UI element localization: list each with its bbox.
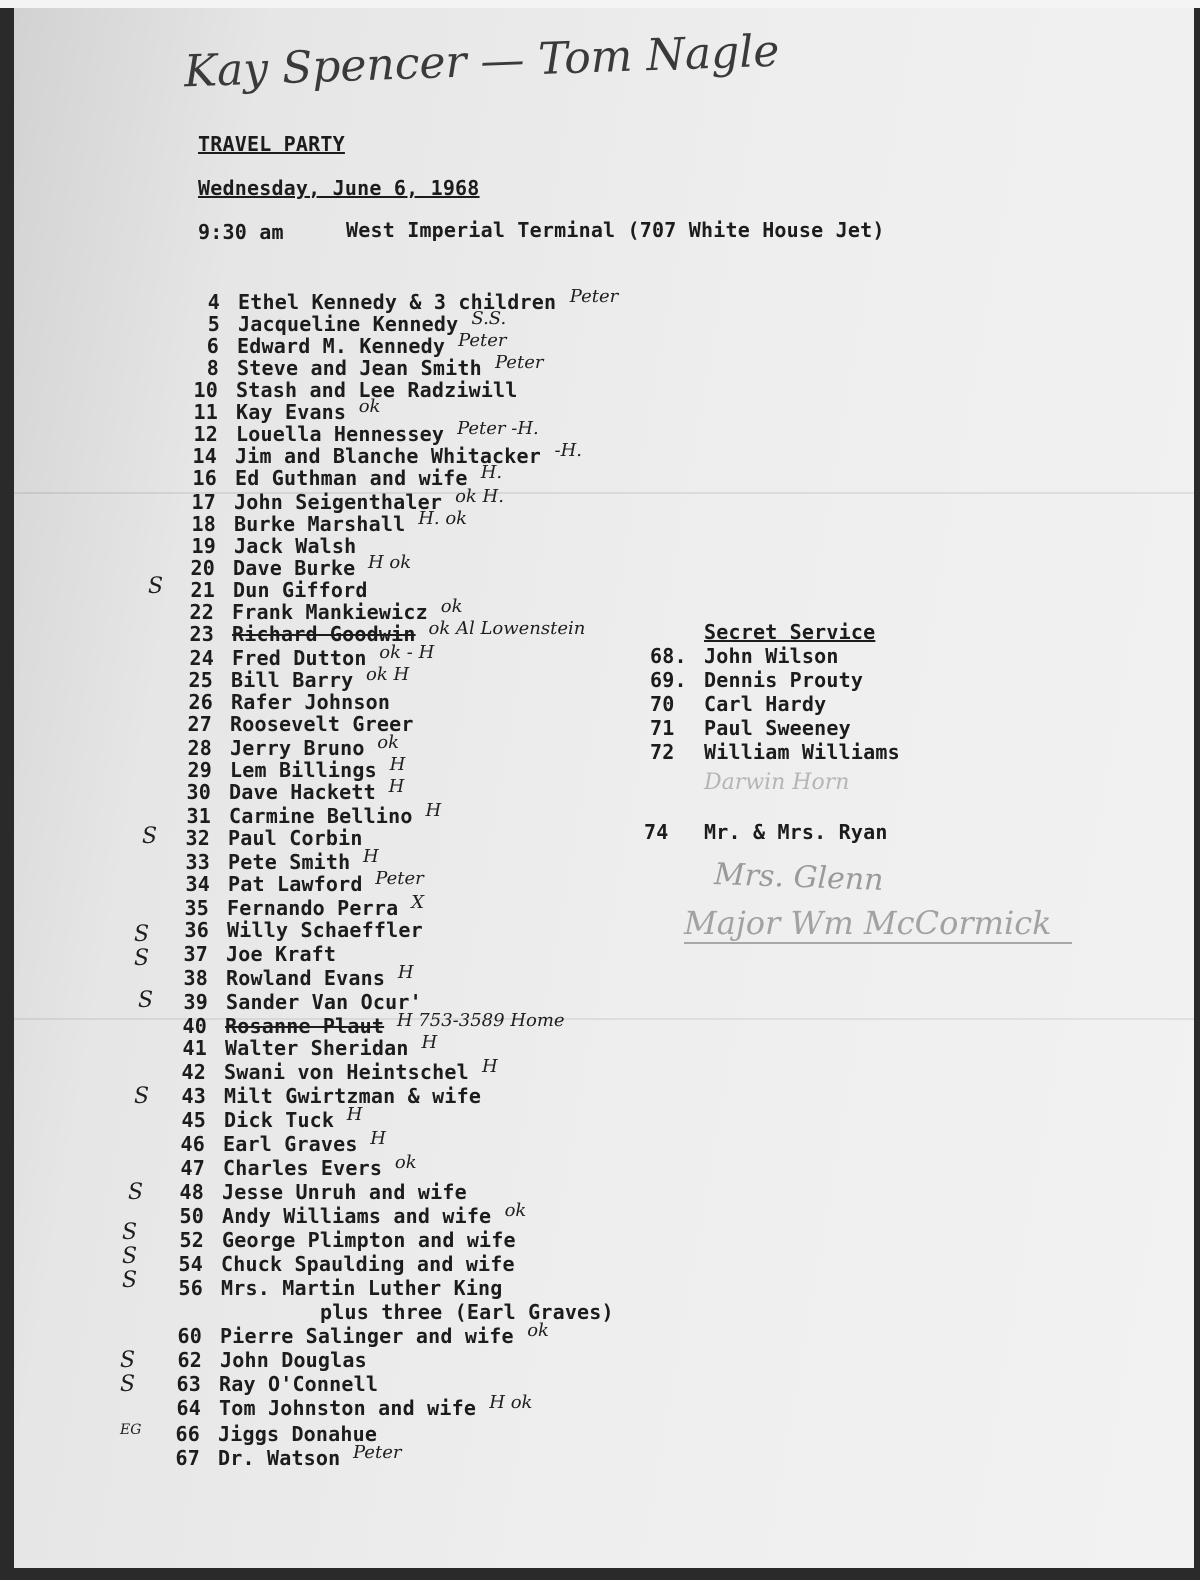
handwritten-header: Kay Spencer — Tom Nagle — [183, 25, 781, 98]
entry-number: 67 — [175, 1446, 200, 1470]
margin-mark: EG — [120, 1422, 142, 1438]
entry-number: 28 — [187, 736, 212, 760]
entry-name: Fred Dutton — [232, 646, 367, 670]
handwritten-note: H — [397, 962, 414, 983]
entry-name: Tom Johnston and wife — [219, 1396, 477, 1420]
entry-number: 36 — [184, 918, 209, 942]
entry-number: 34 — [185, 872, 210, 896]
entry-number: 46 — [180, 1132, 205, 1156]
handwritten-note: Peter -H. — [457, 418, 539, 439]
entry-number: 66 — [175, 1422, 200, 1446]
handwritten-note: Peter — [569, 286, 619, 307]
entry-number: 29 — [187, 758, 212, 782]
departure-location: West Imperial Terminal (707 White House Jet) — [346, 218, 885, 242]
entry-number: 4 — [207, 290, 220, 314]
entry-name: John Seigenthaler — [234, 490, 443, 514]
entry-number: 35 — [184, 896, 209, 920]
handwritten-addition-1: Mrs. Glenn — [713, 857, 885, 898]
entry-number: 14 — [192, 444, 217, 468]
handwritten-note: S.S. — [471, 308, 507, 329]
entry-name: Dave Hackett — [229, 780, 376, 804]
handwritten-note: H ok — [368, 552, 412, 573]
margin-mark: S — [148, 574, 164, 599]
handwritten-note: ok — [377, 732, 400, 753]
entry-name: Dun Gifford — [233, 578, 368, 602]
entry-name: plus three (Earl Graves) — [320, 1300, 614, 1324]
entry-name: Roosevelt Greer — [230, 712, 414, 736]
entry-name: Kay Evans — [236, 400, 347, 424]
entry-name: Dr. Watson — [218, 1446, 341, 1470]
handwritten-note: H. ok — [418, 508, 468, 529]
entry-number: 32 — [185, 826, 210, 850]
handwritten-note: H — [346, 1104, 363, 1125]
entry-number: 11 — [193, 400, 218, 424]
entry-name: Pete Smith — [228, 850, 351, 874]
entry-name: George Plimpton and wife — [222, 1228, 516, 1252]
entry-name: Dave Burke — [233, 556, 356, 580]
secret-service-number: 69. — [650, 668, 687, 692]
entry-name: Ethel Kennedy & 3 children — [238, 290, 557, 314]
entry-name: Bill Barry — [231, 668, 354, 692]
handwritten-note: H — [370, 1128, 386, 1149]
margin-mark: S — [134, 1084, 150, 1109]
entry-number: 50 — [179, 1204, 204, 1228]
entry-name: Rowland Evans — [226, 966, 386, 990]
entry-name: Rafer Johnson — [231, 690, 391, 714]
margin-mark: S — [134, 946, 150, 971]
handwritten-note: H — [389, 754, 406, 775]
entry-number: 47 — [180, 1156, 205, 1180]
extra-name: Mr. & Mrs. Ryan — [704, 820, 888, 844]
secret-service-name: John Wilson — [704, 644, 839, 668]
handwritten-note: H 753-3589 Home — [396, 1010, 565, 1031]
entry-name: Charles Evers — [223, 1156, 383, 1180]
entry-name: Andy Williams and wife — [222, 1204, 492, 1228]
entry-name: Carmine Bellino — [229, 804, 413, 828]
entry-number: 8 — [206, 356, 219, 380]
entry-number: 21 — [190, 578, 215, 602]
entry-name: Louella Hennessey — [236, 422, 445, 446]
entry-number: 17 — [191, 490, 216, 514]
entry-number: 42 — [181, 1060, 206, 1084]
secret-service-number: 68. — [650, 644, 687, 668]
faint-note: Darwin Horn — [704, 770, 850, 795]
entry-name: Dick Tuck — [224, 1108, 335, 1132]
entry-name: Chuck Spaulding and wife — [221, 1252, 515, 1276]
handwritten-note: ok - H — [379, 642, 435, 663]
entry-name: Jerry Bruno — [230, 736, 365, 760]
entry-number: 38 — [183, 966, 208, 990]
handwritten-note: H — [363, 846, 379, 867]
entry-number: 37 — [183, 942, 208, 966]
margin-mark: S — [120, 1372, 136, 1397]
margin-mark: S — [122, 1220, 138, 1245]
entry-number: 27 — [187, 712, 212, 736]
secret-service-name: William Williams — [704, 740, 900, 764]
handwritten-note: H ok — [489, 1392, 533, 1413]
entry-number: 48 — [179, 1180, 204, 1204]
entry-number: 20 — [190, 556, 215, 580]
margin-mark: S — [134, 922, 150, 947]
entry-name: Pat Lawford — [228, 872, 363, 896]
entry-name: Jesse Unruh and wife — [222, 1180, 467, 1204]
entry-number: 12 — [193, 422, 218, 446]
entry-name: Willy Schaeffler — [227, 918, 423, 942]
handwritten-addition-2: Major Wm McCormick — [684, 904, 1072, 944]
entry-name: Mrs. Martin Luther King — [221, 1276, 503, 1300]
entry-number: 39 — [183, 990, 208, 1014]
handwritten-note: ok H — [366, 664, 410, 685]
secret-service-name: Dennis Prouty — [704, 668, 864, 692]
entry-name: Lem Billings — [230, 758, 377, 782]
handwritten-note: Peter — [458, 330, 507, 351]
entry-number: 40 — [182, 1014, 207, 1038]
handwritten-note: Peter — [353, 1442, 402, 1463]
entry-name: Paul Corbin — [228, 826, 363, 850]
entry-number: 33 — [185, 850, 210, 874]
entry-number: 64 — [176, 1396, 201, 1420]
entry-number: 26 — [188, 690, 213, 714]
entry-number: 45 — [181, 1108, 206, 1132]
entry-name: Richard Goodwin — [232, 622, 416, 646]
entry-name: Jim and Blanche Whitacker — [235, 444, 542, 468]
entry-number: 31 — [186, 804, 211, 828]
margin-mark: S — [122, 1244, 138, 1269]
entry-number: 24 — [189, 646, 214, 670]
handwritten-note: H — [425, 800, 442, 821]
entry-name: Burke Marshall — [234, 512, 406, 536]
entry-name: Fernando Perra — [227, 896, 399, 920]
entry-name: Frank Mankiewicz — [232, 600, 428, 624]
margin-mark: S — [142, 824, 158, 849]
margin-mark: S — [128, 1180, 144, 1205]
entry-number: 30 — [186, 780, 211, 804]
entry-number: 62 — [177, 1348, 202, 1372]
entry-name: Earl Graves — [223, 1132, 358, 1156]
entry-number: 63 — [176, 1372, 201, 1396]
document-date: Wednesday, June 6, 1968 — [198, 176, 480, 200]
entry-name: Milt Gwirtzman & wife — [224, 1084, 482, 1108]
secret-service-number: 72 — [650, 740, 675, 764]
entry-name: Rosanne Plaut — [225, 1014, 385, 1038]
margin-mark: S — [120, 1348, 136, 1373]
handwritten-note: ok — [440, 596, 463, 617]
entry-number: 23 — [189, 622, 214, 646]
entry-name: Steve and Jean Smith — [237, 356, 482, 380]
extra-num: 74 — [644, 820, 669, 844]
entry-name: Jack Walsh — [234, 534, 357, 558]
entry-name: John Douglas — [220, 1348, 367, 1372]
handwritten-note: -H. — [554, 440, 583, 461]
handwritten-note: Peter — [375, 868, 424, 889]
entry-number: 56 — [178, 1276, 203, 1300]
entry-number: 41 — [182, 1036, 207, 1060]
secret-service-heading: Secret Service — [704, 620, 876, 644]
entry-name: Ed Guthman and wife — [235, 466, 468, 490]
entry-name: Ray O'Connell — [219, 1372, 379, 1396]
handwritten-note: ok — [527, 1320, 549, 1341]
entry-number: 43 — [181, 1084, 206, 1108]
entry-number: 54 — [178, 1252, 203, 1276]
entry-name: Stash and Lee Radziwill — [236, 378, 518, 402]
handwritten-note: ok H. — [455, 486, 504, 507]
entry-name: Edward M. Kennedy — [237, 334, 446, 358]
entry-number: 5 — [207, 312, 220, 336]
scan-top-edge — [0, 0, 1200, 8]
entry-name: Sander Van Ocur' — [226, 990, 422, 1014]
handwritten-note: H — [388, 776, 405, 797]
handwritten-note: H — [421, 1032, 438, 1053]
entry-number: 52 — [179, 1228, 204, 1252]
margin-mark: S — [122, 1268, 138, 1293]
secret-service-number: 71 — [650, 716, 675, 740]
entry-name: Jacqueline Kennedy — [238, 312, 459, 336]
handwritten-note: ok — [394, 1152, 417, 1173]
entry-number: 16 — [192, 466, 217, 490]
entry-number: 6 — [206, 334, 219, 358]
margin-mark: S — [138, 988, 154, 1013]
entry-number: 19 — [191, 534, 216, 558]
entry-number: 60 — [177, 1324, 202, 1348]
document-title: TRAVEL PARTY — [198, 132, 345, 156]
secret-service-name: Carl Hardy — [704, 692, 827, 716]
entry-name: Walter Sheridan — [225, 1036, 409, 1060]
entry-number: 18 — [191, 512, 216, 536]
secret-service-name: Paul Sweeney — [704, 716, 851, 740]
handwritten-note: H. — [480, 462, 503, 483]
secret-service-number: 70 — [650, 692, 675, 716]
handwritten-note: X — [411, 892, 425, 913]
entry-number: 25 — [188, 668, 213, 692]
entry-name: Swani von Heintschel — [224, 1060, 469, 1084]
handwritten-note: H — [482, 1056, 498, 1077]
handwritten-note: ok Al Lowenstein — [428, 618, 586, 639]
departure-time: 9:30 am — [198, 220, 284, 244]
handwritten-note: Peter — [495, 352, 544, 373]
entry-name: Jiggs Donahue — [218, 1422, 378, 1446]
handwritten-note: ok — [358, 396, 381, 417]
document-page — [14, 8, 1194, 1568]
entry-number: 10 — [193, 378, 218, 402]
entry-name: Pierre Salinger and wife — [220, 1324, 514, 1348]
entry-number: 22 — [189, 600, 214, 624]
entry-name: Joe Kraft — [226, 942, 337, 966]
handwritten-note: ok — [504, 1200, 527, 1221]
